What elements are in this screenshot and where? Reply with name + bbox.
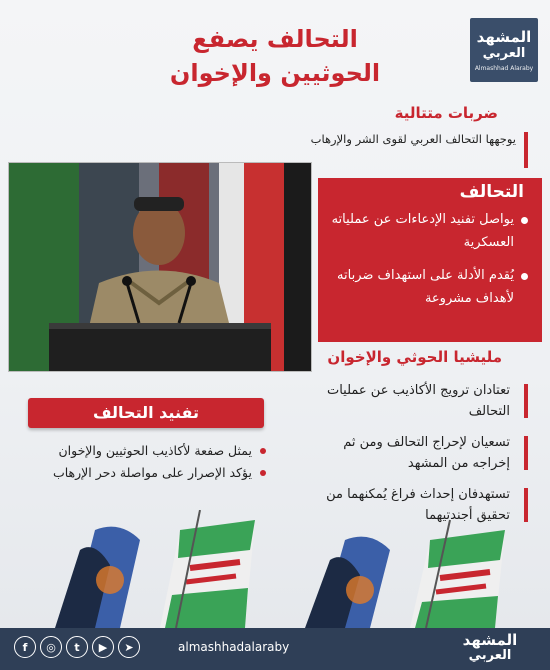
refute-list [18, 440, 266, 484]
website-link[interactable]: almashhadalaraby [178, 640, 290, 654]
militia-item-text: تسعيان لإحراج التحالف ومن ثم إخراجه من المشهد [343, 435, 510, 471]
page-title [110, 22, 440, 90]
militia-item-text: تستهدفان إحداث فراغ يُمكنهما من تحقيق أجندتيهما [326, 487, 510, 523]
logo-line2: العربي [482, 46, 526, 61]
headline-line2: الحوثيين والإخوان [169, 59, 381, 87]
section-strikes-title: ضربات متتالية [394, 104, 498, 122]
youtube-icon[interactable]: ▶ [92, 636, 114, 658]
logo-en: Almashhad Alaraby [474, 65, 534, 72]
coalition-item: يُقدم الأدلة على استهداف ضرباته لأهداف مشروعة [316, 264, 528, 310]
flags-illustration [0, 510, 550, 628]
headline-line1: التحالف يصفع [192, 25, 358, 53]
twitter-icon[interactable]: t [66, 636, 88, 658]
social-links [14, 636, 140, 658]
militia-title: مليشيا الحوثي والإخوان [327, 348, 502, 366]
footer-logo-line1: المشهد [462, 631, 518, 649]
militia-item-bar [524, 436, 528, 470]
refute-title: تفنيد التحالف [28, 398, 264, 428]
footer-logo-line2: العربي [468, 648, 512, 663]
militia-item [318, 432, 528, 474]
section-strikes-text: يوجهها التحالف العربي لقوى الشر والإرهاب [310, 132, 516, 146]
brand-logo [470, 18, 538, 82]
instagram-icon[interactable]: ◎ [40, 636, 62, 658]
spokesman-photo [8, 162, 312, 372]
coalition-list [316, 208, 528, 320]
militia-item-bar [524, 384, 528, 418]
section-strikes-bar [524, 132, 528, 168]
facebook-icon[interactable]: f [14, 636, 36, 658]
militia-item [318, 380, 528, 422]
refute-item: يمثل صفعة لأكاذيب الحوثيين والإخوان [18, 440, 266, 462]
militia-item-text: تعتادان ترويج الأكاذيب عن عمليات التحالف [326, 383, 510, 419]
logo-line1: المشهد [476, 28, 532, 46]
footer-logo [440, 632, 540, 663]
coalition-title: التحالف [459, 182, 524, 202]
telegram-icon[interactable]: ➤ [118, 636, 140, 658]
coalition-item: يواصل تفنيد الإدعاءات عن عملياته العسكرية [316, 208, 528, 254]
refute-item: يؤكد الإصرار على مواصلة دحر الإرهاب [18, 462, 266, 484]
